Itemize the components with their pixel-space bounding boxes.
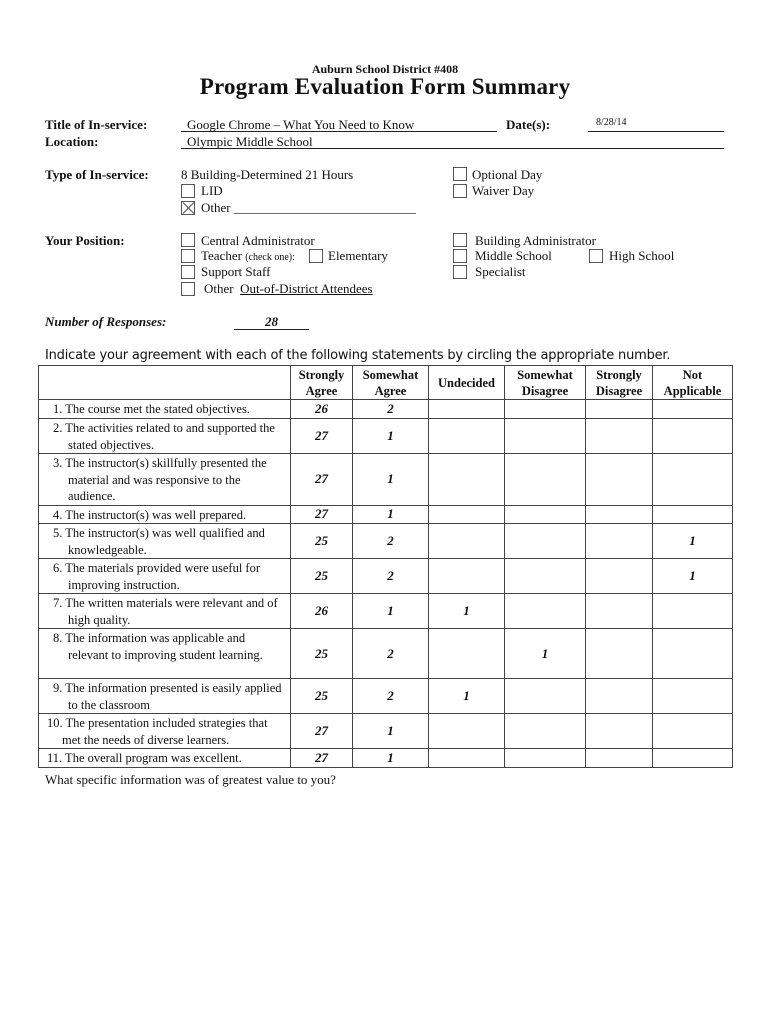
rating-cell <box>586 454 653 506</box>
column-header: Not Applicable <box>653 366 733 400</box>
other-inservice-label: Other ____________________________ <box>201 200 416 215</box>
rating-cell <box>586 524 653 559</box>
high-school-checkbox[interactable] <box>589 249 603 263</box>
table-row <box>39 749 733 768</box>
dates-label: Date(s): <box>506 117 551 132</box>
rating-cell <box>429 559 505 594</box>
evaluation-table <box>38 365 733 768</box>
rating-cell <box>505 400 586 419</box>
rating-cell: 1 <box>353 454 429 506</box>
column-header: Strongly Disagree <box>586 366 653 400</box>
statement-cell <box>39 594 291 629</box>
rating-cell <box>653 454 733 506</box>
district-name: Auburn School District #408 <box>311 62 459 76</box>
statement-header <box>39 366 291 400</box>
support-staff-label: Support Staff <box>201 264 271 279</box>
statement-text: 11. The overall program was excellent. <box>47 751 242 765</box>
rating-cell: 25 <box>291 629 353 679</box>
statement-cell <box>39 559 291 594</box>
rating-cell <box>505 714 586 749</box>
statement-text: 6. The materials provided were useful for improving instruction. <box>53 561 260 592</box>
table-row <box>39 505 733 524</box>
teacher-checkbox[interactable] <box>181 249 195 263</box>
statement-text: 9. The information presented is easily applied to the classroom <box>53 681 282 712</box>
rating-cell <box>505 679 586 714</box>
rating-cell <box>505 505 586 524</box>
other-position-checkbox[interactable] <box>181 282 195 296</box>
rating-cell <box>653 679 733 714</box>
table-header-row <box>39 366 733 400</box>
teacher-label <box>201 248 295 264</box>
inservice-main-option: 8 Building-Determined 21 Hours <box>181 167 354 182</box>
statement-cell <box>39 679 291 714</box>
elementary-label: Elementary <box>328 248 388 263</box>
rating-cell <box>586 559 653 594</box>
rating-cell: 1 <box>429 679 505 714</box>
rating-cell: 1 <box>353 419 429 454</box>
middle-school-checkbox[interactable] <box>453 249 467 263</box>
specialist-checkbox[interactable] <box>453 265 467 279</box>
rating-cell <box>429 400 505 419</box>
location-label: Location: <box>45 134 99 149</box>
responses-field <box>234 314 309 330</box>
table-row <box>39 454 733 506</box>
inservice-type-label: Type of In-service: <box>45 167 149 182</box>
support-staff-checkbox[interactable] <box>181 265 195 279</box>
rating-cell <box>429 419 505 454</box>
rating-cell: 25 <box>291 559 353 594</box>
statement-cell <box>39 419 291 454</box>
statement-cell <box>39 454 291 506</box>
rating-cell: 27 <box>291 749 353 768</box>
rating-cell <box>586 594 653 629</box>
high-school-label: High School <box>609 248 675 263</box>
statement-cell <box>39 505 291 524</box>
rating-cell: 2 <box>353 400 429 419</box>
waiver-day-label: Waiver Day <box>472 183 535 198</box>
rating-cell <box>653 505 733 524</box>
other-position-label <box>204 281 373 297</box>
open-question: What specific information was of greatest value to you? <box>45 772 336 787</box>
statement-text: 5. The instructor(s) was well qualified and knowledgeable. <box>53 526 265 557</box>
rating-cell <box>505 419 586 454</box>
building-admin-checkbox[interactable] <box>453 233 467 247</box>
page-title: Program Evaluation Form Summary <box>199 74 571 99</box>
central-admin-label: Central Administrator <box>201 233 315 248</box>
table-row <box>39 524 733 559</box>
title-label: Title of In-service: <box>45 117 148 132</box>
statement-text: 2. The activities related to and supported the stated objectives. <box>53 421 275 452</box>
rating-cell <box>586 419 653 454</box>
rating-cell: 27 <box>291 454 353 506</box>
rating-cell: 1 <box>653 524 733 559</box>
rating-cell: 27 <box>291 714 353 749</box>
rating-cell: 25 <box>291 679 353 714</box>
rating-cell <box>653 749 733 768</box>
statement-text: 1. The course met the stated objectives. <box>53 402 250 416</box>
rating-cell: 1 <box>353 749 429 768</box>
rating-cell <box>505 594 586 629</box>
table-row <box>39 400 733 419</box>
responses-label: Number of Responses: <box>45 314 167 329</box>
check-one-note: (check one): <box>245 252 295 263</box>
optional-day-checkbox[interactable] <box>453 167 467 181</box>
rating-cell <box>653 419 733 454</box>
rating-cell: 27 <box>291 419 353 454</box>
statement-text: 8. The information was applicable and relevant to improving student learning. <box>53 631 263 662</box>
central-admin-checkbox[interactable] <box>181 233 195 247</box>
other-position-text: Other <box>204 281 234 296</box>
statement-cell <box>39 714 291 749</box>
rating-cell: 27 <box>291 505 353 524</box>
rating-cell <box>586 749 653 768</box>
table-row <box>39 679 733 714</box>
rating-cell: 1 <box>505 629 586 679</box>
rating-cell <box>586 505 653 524</box>
rating-cell <box>429 629 505 679</box>
table-row <box>39 594 733 629</box>
rating-cell <box>653 400 733 419</box>
statement-cell <box>39 629 291 679</box>
table-row <box>39 559 733 594</box>
rating-cell <box>586 629 653 679</box>
statement-cell <box>39 749 291 768</box>
lid-label: LID <box>201 183 223 198</box>
rating-cell <box>586 400 653 419</box>
rating-cell: 2 <box>353 524 429 559</box>
statement-text: 3. The instructor(s) skillfully presented the material and was responsive to the audience. <box>53 456 267 503</box>
optional-day-label: Optional Day <box>472 167 543 182</box>
column-header: Somewhat Agree <box>353 366 429 400</box>
rating-cell: 1 <box>353 505 429 524</box>
rating-cell <box>429 524 505 559</box>
rating-cell <box>429 454 505 506</box>
rating-cell <box>505 524 586 559</box>
building-admin-label: Building Administrator <box>475 233 596 248</box>
instruction-text: Indicate your agreement with each of the following statements by circling the appropriate number. <box>45 348 671 363</box>
location-value: Olympic Middle School <box>187 134 313 149</box>
title-field <box>181 117 497 132</box>
rating-cell: 2 <box>353 679 429 714</box>
rating-cell: 2 <box>353 629 429 679</box>
rating-cell: 1 <box>353 714 429 749</box>
rating-cell <box>653 594 733 629</box>
position-label: Your Position: <box>45 233 125 248</box>
table-row <box>39 714 733 749</box>
waiver-day-checkbox[interactable] <box>453 184 467 198</box>
rating-cell <box>653 629 733 679</box>
responses-value: 28 <box>265 314 278 329</box>
rating-cell <box>505 454 586 506</box>
rating-cell <box>586 679 653 714</box>
rating-cell: 1 <box>653 559 733 594</box>
middle-school-label: Middle School <box>475 248 552 263</box>
rating-cell <box>505 749 586 768</box>
column-header: Somewhat Disagree <box>505 366 586 400</box>
other-position-value: Out-of-District Attendees <box>240 281 373 296</box>
location-field <box>181 134 724 149</box>
statement-text: 10. The presentation included strategies that met the needs of diverse learners. <box>47 716 268 747</box>
elementary-checkbox[interactable] <box>309 249 323 263</box>
rating-cell <box>429 749 505 768</box>
lid-checkbox[interactable] <box>181 184 195 198</box>
specialist-label: Specialist <box>475 264 526 279</box>
dates-value: 8/28/14 <box>596 117 627 128</box>
rating-cell: 1 <box>353 594 429 629</box>
statement-text: 7. The written materials were relevant and of high quality. <box>53 596 278 627</box>
other-inservice-checkbox[interactable] <box>181 201 195 215</box>
statement-cell <box>39 524 291 559</box>
statement-text: 4. The instructor(s) was well prepared. <box>53 507 247 522</box>
rating-cell <box>586 714 653 749</box>
rating-cell: 1 <box>429 594 505 629</box>
rating-cell <box>429 505 505 524</box>
statement-cell <box>39 400 291 419</box>
table-row <box>39 419 733 454</box>
column-header: Undecided <box>429 366 505 400</box>
column-header: Strongly Agree <box>291 366 353 400</box>
dates-field <box>588 117 724 132</box>
rating-cell: 26 <box>291 594 353 629</box>
rating-cell: 2 <box>353 559 429 594</box>
rating-cell <box>505 559 586 594</box>
rating-cell: 26 <box>291 400 353 419</box>
title-value: Google Chrome – What You Need to Know <box>187 117 415 132</box>
teacher-text: Teacher <box>201 248 242 263</box>
table-row <box>39 629 733 679</box>
rating-cell: 25 <box>291 524 353 559</box>
rating-cell <box>653 714 733 749</box>
rating-cell <box>429 714 505 749</box>
